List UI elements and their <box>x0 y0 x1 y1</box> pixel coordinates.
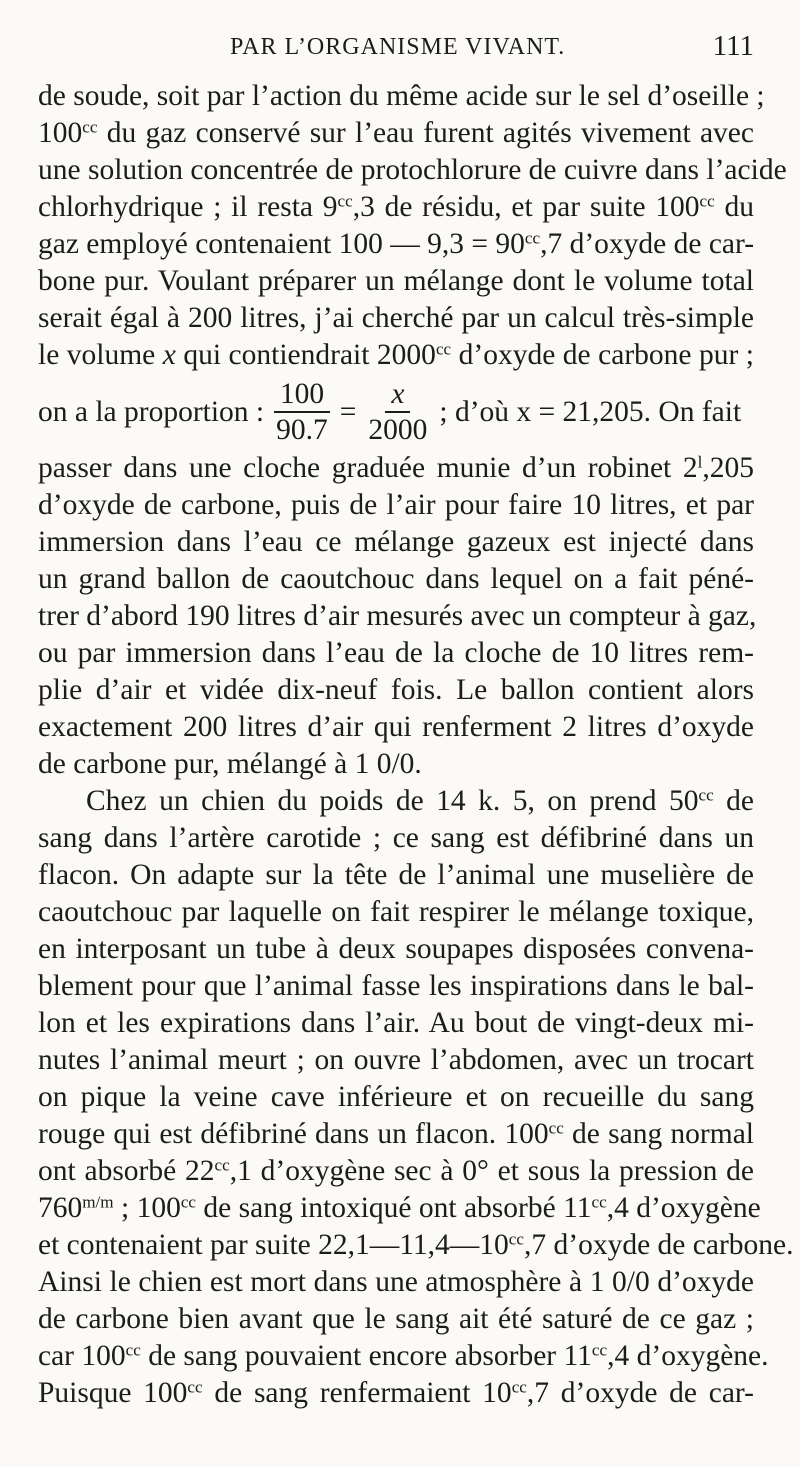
text-line: passer dans une cloche graduée munie d’un robinet 2$^l$,205 <box>38 452 754 484</box>
proportion-lead: on a la proportion : <box>38 395 265 428</box>
text-line: de carbone pur, mélangé à 1 0/0. <box>38 748 422 780</box>
fraction-right-denominator: 2000 <box>368 414 428 446</box>
proportion-line <box>38 374 754 450</box>
text-line: plie d’air et vidée dix-neuf fois. Le ballon contient alors <box>38 674 754 706</box>
body-text <box>38 78 794 1412</box>
text-line: ont absorbé $22^{cc},1$ d’oxygène sec à 0° et sous la pression de <box>38 1155 755 1187</box>
paragraph-1-top <box>38 78 787 374</box>
text-line: de soude, soit par l’action du même acide sur le sel d’oseille ; <box>38 80 765 112</box>
text-line: et contenaient par suite $22,1—11,4—10^{cc},7$ d’oxyde de carbone. <box>38 1229 794 1261</box>
text-line: un grand ballon de caoutchouc dans lequel on a fait péné- <box>38 563 754 595</box>
text-line: le volume x qui contiendrait $2000^{cc}$ d’oxyde de carbone pur ; <box>38 339 754 371</box>
proportion-tail: ; d’où x = 21,205. On fait <box>439 395 742 428</box>
paragraph-2 <box>38 783 794 1412</box>
text-line: rouge qui est défibriné dans un flacon. $100^{cc}$ de sang normal <box>38 1118 754 1150</box>
text-line: en interposant un tube à deux soupapes disposées convena- <box>38 933 754 965</box>
text-line: Chez un chien du poids de 14 k. 5, on prend $50^{cc}$ de <box>86 785 754 817</box>
text-line: caoutchouc par laquelle on fait respirer le mélange toxique, <box>38 896 754 928</box>
fraction-left-numerator: 100 <box>274 377 330 413</box>
text-line: lon et les expirations dans l’air. Au bout de vingt-deux mi- <box>38 1007 754 1039</box>
text-line: car $100^{cc}$ de sang pouvaient encore absorber $11^{cc},4$ d’oxygène. <box>38 1340 769 1372</box>
variable-x: x <box>391 378 405 410</box>
text-line: d’oxyde de carbone, puis de l’air pour faire 10 litres, et par <box>38 489 754 521</box>
text-line: gaz employé contenaient 100 — $9,3 = 90^{cc},7$ d’oxyde de car- <box>38 228 755 260</box>
page-number: 111 <box>712 30 754 62</box>
fraction-right <box>362 377 433 447</box>
text-line: immersion dans l’eau ce mélange gazeux est injecté dans <box>38 526 754 558</box>
text-line: sang dans l’artère carotide ; ce sang est défibriné dans un <box>38 822 754 854</box>
text-line: Puisque $100^{cc}$ de sang renfermaient $10^{cc},7$ d’oxyde de car- <box>38 1377 754 1409</box>
text-line: ou par immersion dans l’eau de la cloche de 10 litres rem- <box>38 637 754 669</box>
running-title: PAR L’ORGANISME VIVANT. <box>230 34 566 60</box>
text-line: Ainsi le chien est mort dans une atmosphère à 1 0/0 d’oxyde <box>38 1266 754 1298</box>
text-line: chlorhydrique ; il resta $9^{cc},3$ de résidu, et par suite $100^{cc}$ du <box>38 191 754 223</box>
fraction-left-denominator: 90.7 <box>276 414 328 446</box>
text-line: une solution concentrée de protochlorure de cuivre dans l’acide <box>38 154 787 186</box>
fraction-right-numerator <box>385 377 410 413</box>
text-line: bone pur. Voulant préparer un mélange dont le volume total <box>38 265 754 297</box>
text-line: $760^{m/m}$ ; $100^{cc}$ de sang intoxiqué ont absorbé $11^{cc},4$ d’oxygène <box>38 1192 761 1224</box>
paragraph-1-bottom <box>38 450 757 783</box>
text-line: exactement 200 litres d’air qui renferment 2 litres d’oxyde <box>38 711 754 743</box>
running-header <box>40 28 754 68</box>
text-line: on pique la veine cave inférieure et on recueille du sang <box>38 1081 754 1113</box>
text-line: $100^{cc}$ du gaz conservé sur l’eau furent agités vivement avec <box>38 117 754 149</box>
text-line: nutes l’animal meurt ; on ouvre l’abdomen, avec un trocart <box>38 1044 754 1076</box>
text-line: serait égal à 200 litres, j’ai cherché par un calcul très-simple <box>38 302 754 334</box>
text-line: flacon. On adapte sur la tête de l’animal une muselière de <box>38 859 754 891</box>
text-line: blement pour que l’animal fasse les inspirations dans le bal- <box>38 970 754 1002</box>
equals-sign: = <box>339 395 357 428</box>
fraction-left <box>270 377 334 447</box>
text-line: de carbone bien avant que le sang ait été saturé de ce gaz ; <box>38 1303 754 1335</box>
text-line: trer d’abord 190 litres d’air mesurés avec un compteur à gaz, <box>38 600 757 632</box>
